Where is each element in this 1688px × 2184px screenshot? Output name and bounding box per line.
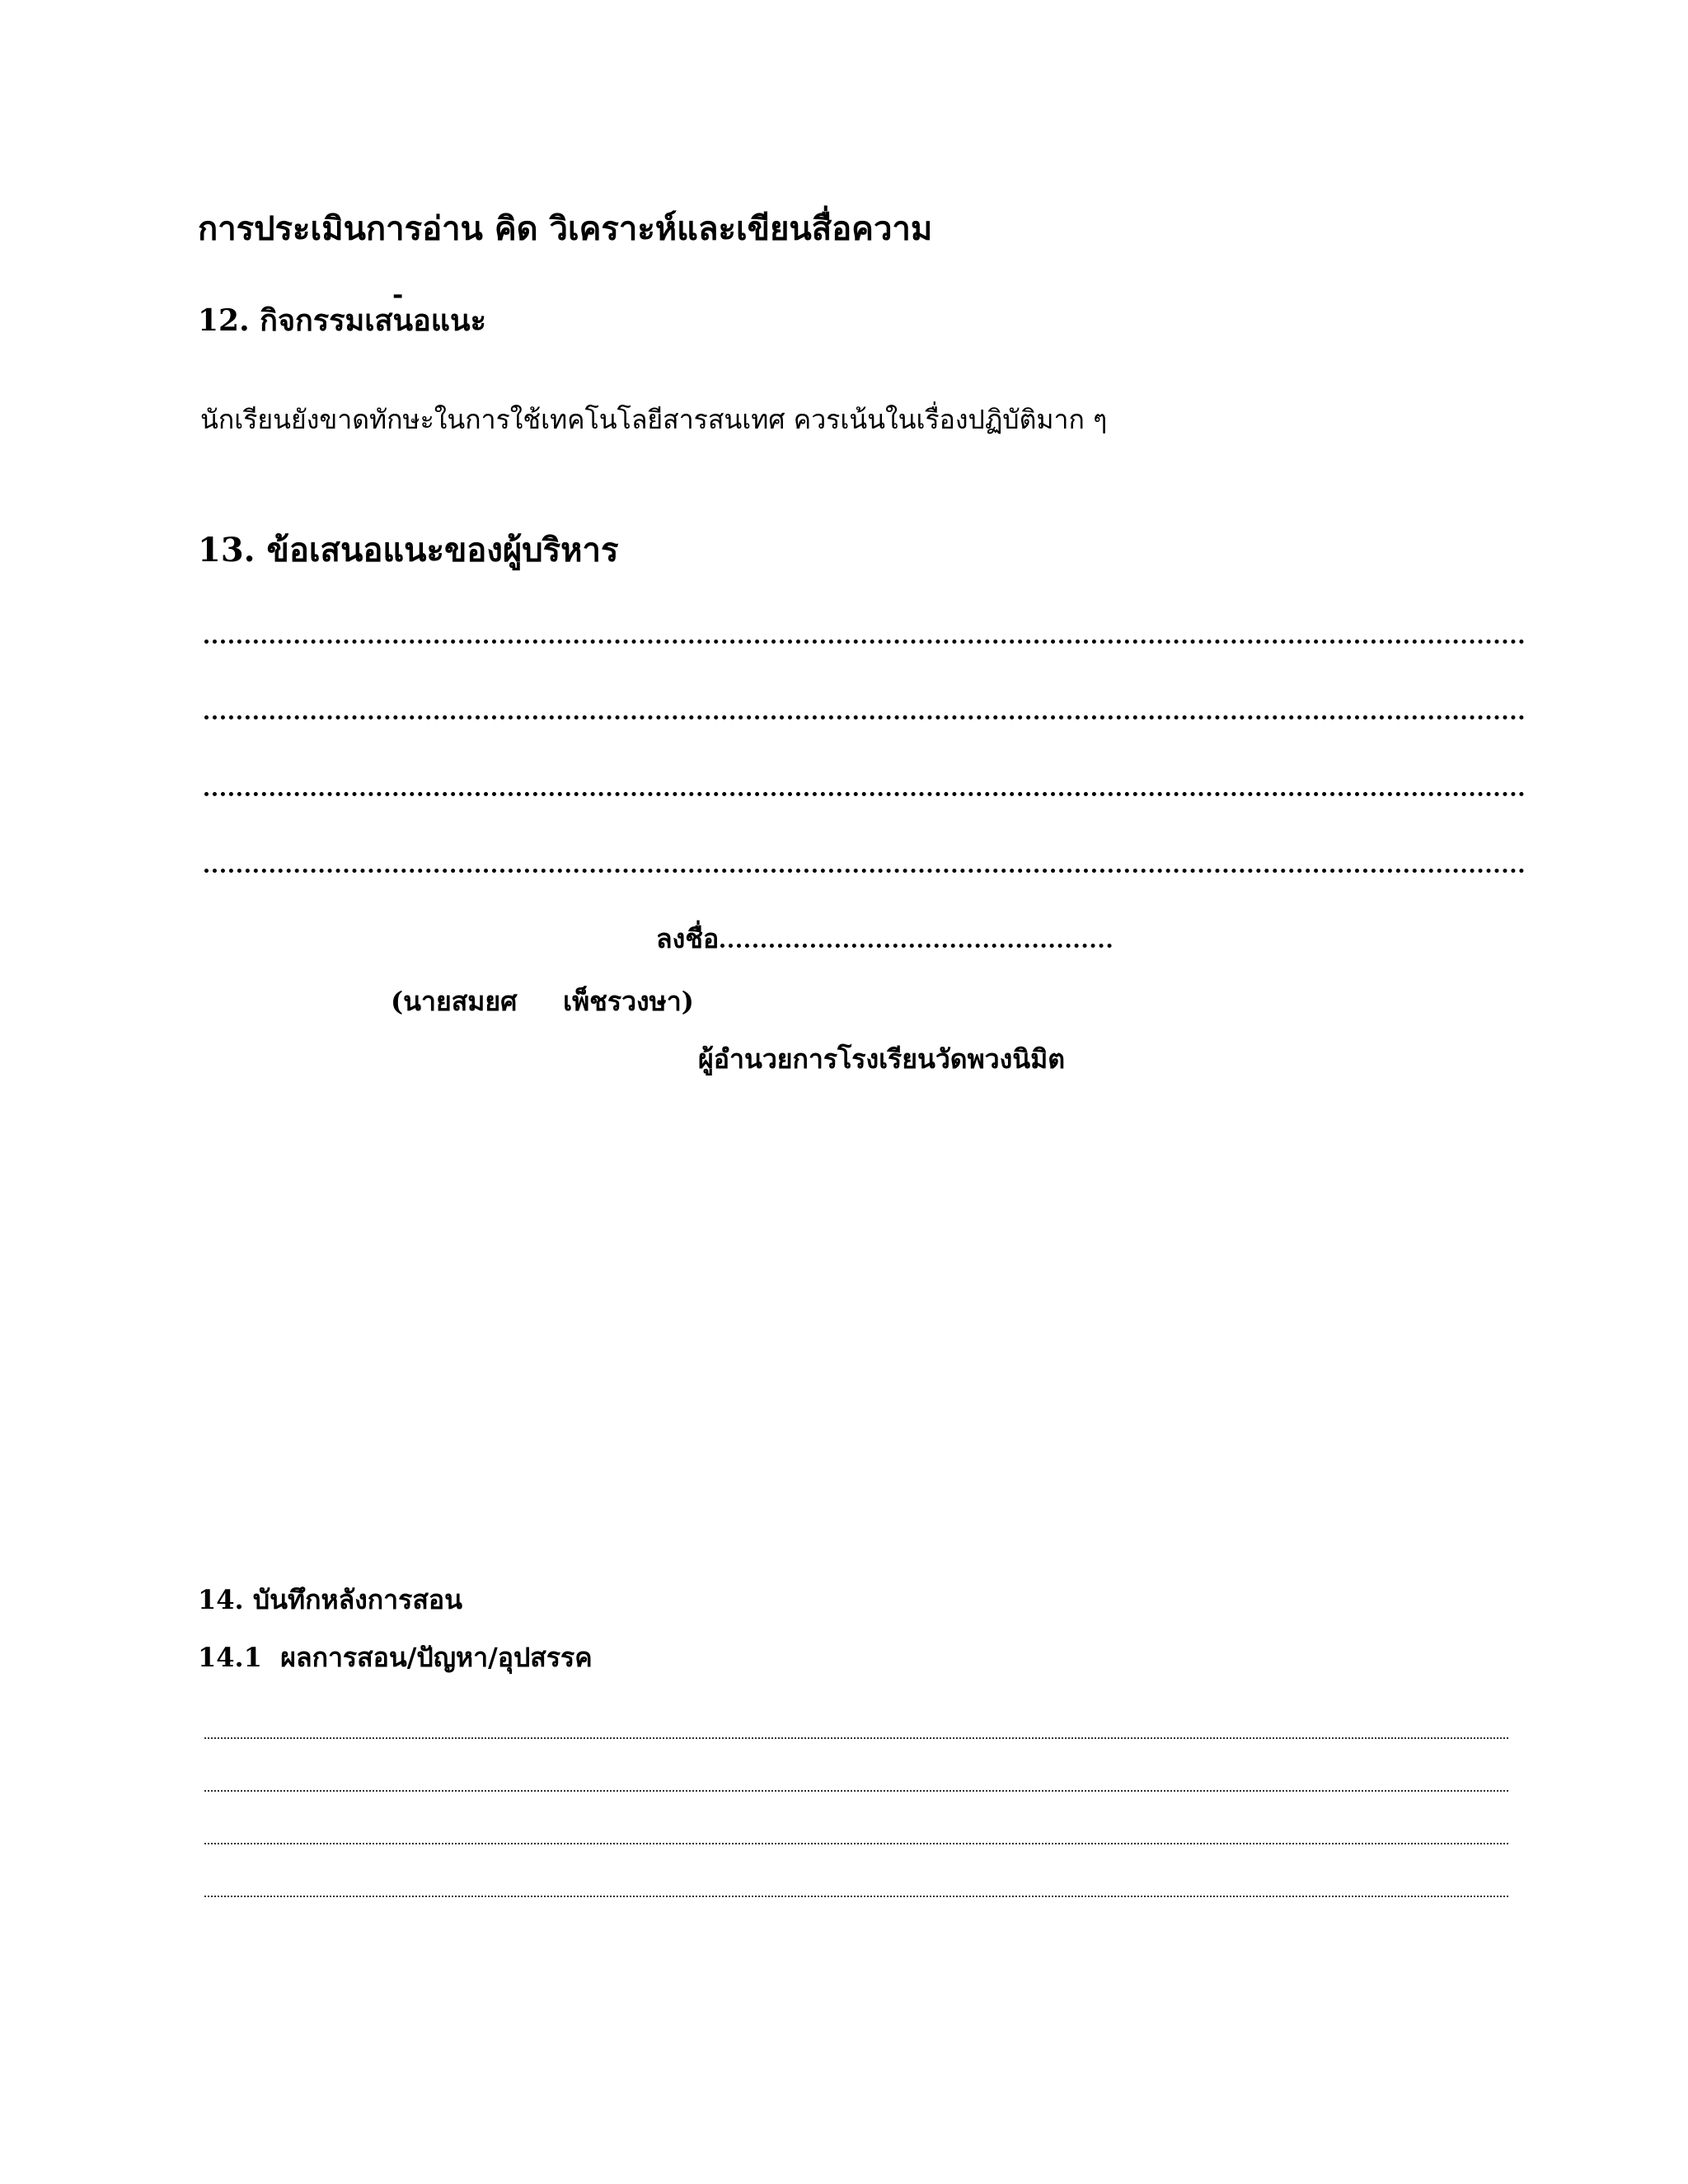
section-12-heading: 12. กิจกรรมเสนอแนะ <box>198 303 486 338</box>
section-14-1-heading: 14.1 ผลการสอน/ปัญหา/อุปสรรค <box>198 1642 593 1673</box>
note-line-2 <box>204 1790 1508 1792</box>
section-14-heading: 14. บันทึกหลังการสอน <box>198 1584 462 1615</box>
signature-line <box>656 923 1112 954</box>
assessment-title: การประเมินการอ่าน คิด วิเคราะห์และเขียนสื่อความ <box>198 209 933 248</box>
answer-line-1 <box>204 640 1525 644</box>
signature-position: ผู้อำนวยการโรงเรียนวัดพวงนิมิต <box>698 1043 1065 1075</box>
section-13-heading: 13. ข้อเสนอแนะของผู้บริหาร <box>198 531 619 569</box>
signature-label: ลงชื่อ <box>656 923 720 954</box>
assessment-value: - <box>392 279 404 310</box>
answer-line-3 <box>204 792 1525 796</box>
signature-name: (นายสมยศ เพ็ชรวงษา) <box>391 986 694 1017</box>
note-line-3 <box>204 1843 1508 1844</box>
signature-dots <box>720 944 1112 948</box>
note-line-4 <box>204 1896 1508 1897</box>
answer-line-4 <box>204 869 1525 873</box>
section-12-text: นักเรียนยังขาดทักษะในการใช้เทคโนโลยีสารสนเทศ ควรเน้นในเรื่องปฏิบัติมาก ๆ <box>200 404 1108 435</box>
answer-line-2 <box>204 715 1525 719</box>
note-line-1 <box>204 1737 1508 1739</box>
